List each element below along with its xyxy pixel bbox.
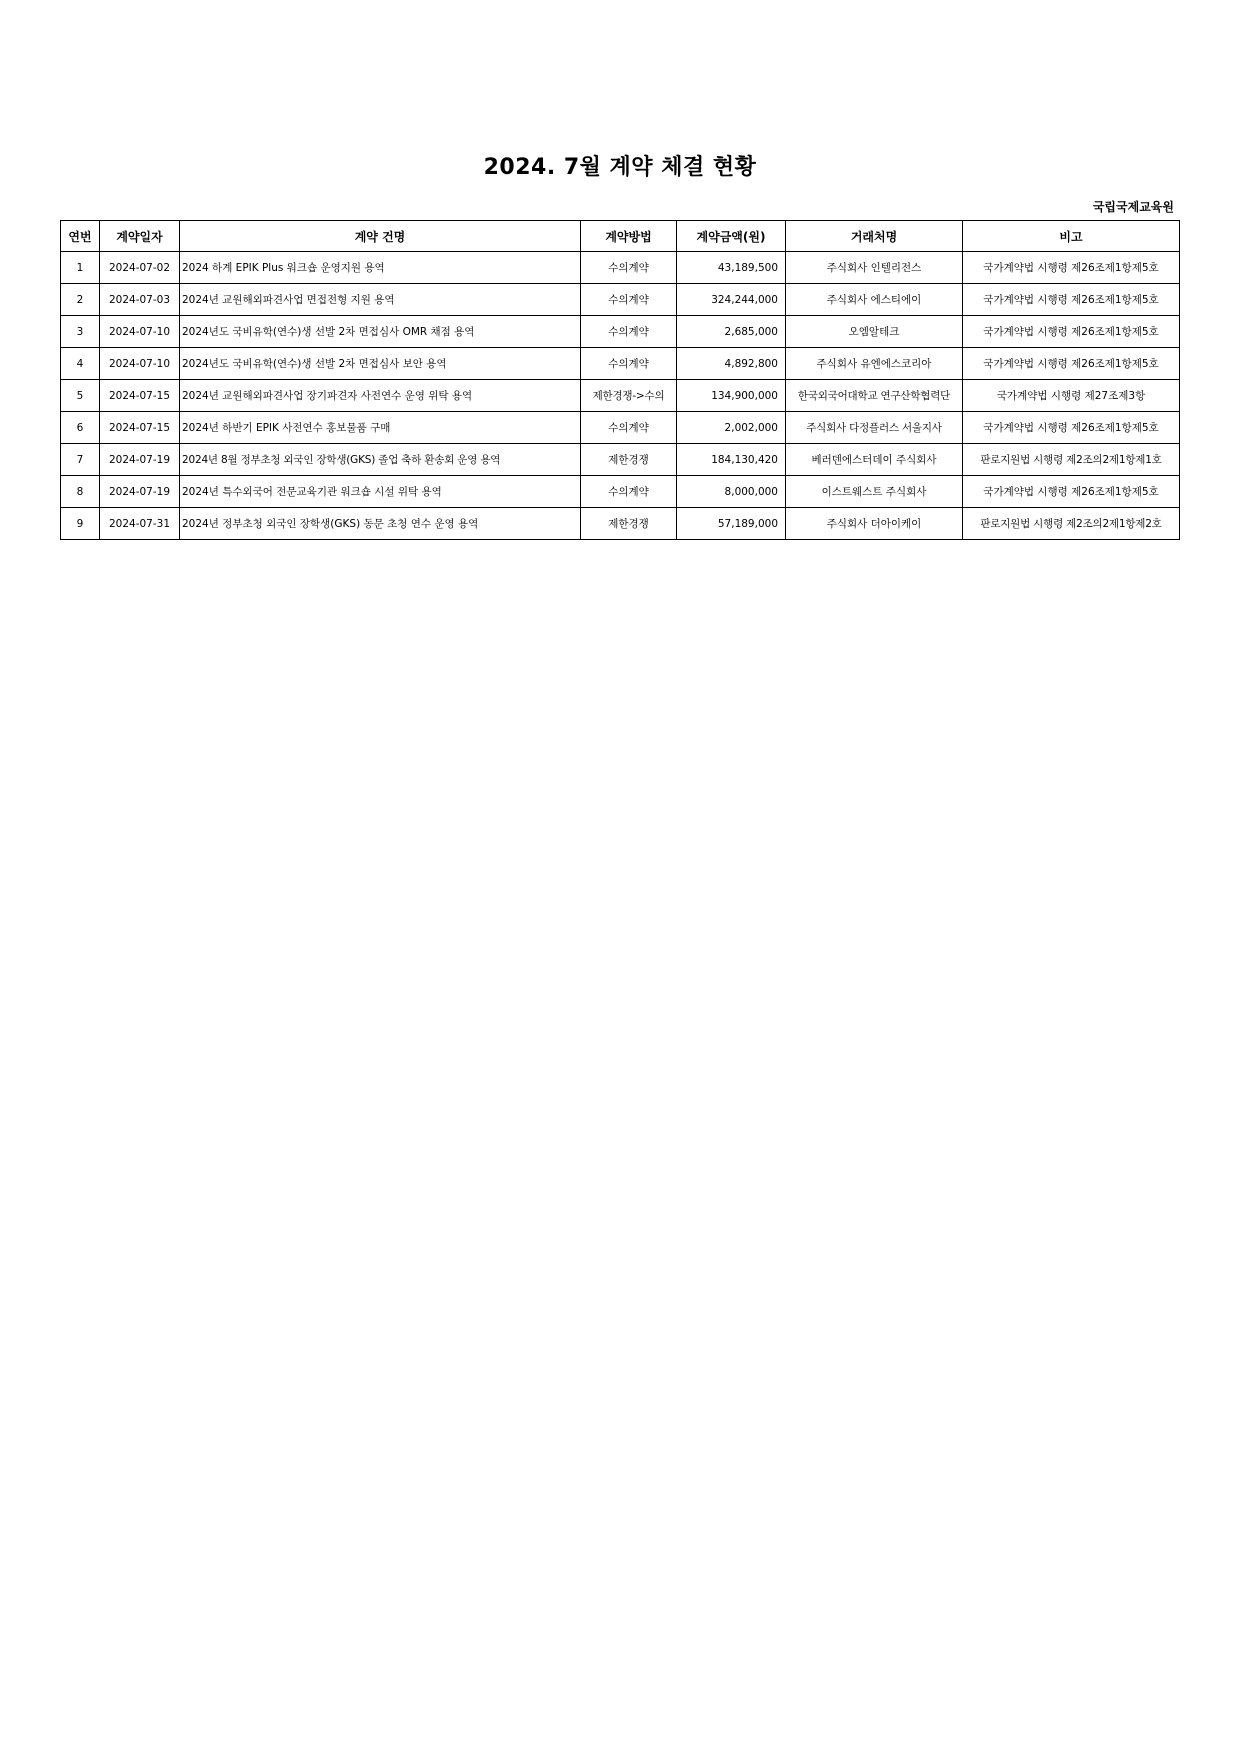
cell-remarks: 국가계약법 시행령 제26조제1항제5호 bbox=[963, 412, 1180, 444]
cell-amount: 43,189,500 bbox=[677, 252, 786, 284]
cell-seq: 1 bbox=[61, 252, 100, 284]
cell-amount: 8,000,000 bbox=[677, 476, 786, 508]
cell-contract-name: 2024년 8월 정부초청 외국인 장학생(GKS) 졸업 축하 환송회 운영 용역 bbox=[180, 444, 581, 476]
cell-vendor: 베러덴에스터데이 주식회사 bbox=[786, 444, 963, 476]
cell-method: 제한경쟁 bbox=[581, 508, 677, 540]
cell-contract-name: 2024년 하반기 EPIK 사전연수 홍보물품 구매 bbox=[180, 412, 581, 444]
contract-table bbox=[60, 220, 1180, 540]
cell-method: 수의계약 bbox=[581, 476, 677, 508]
table-row bbox=[61, 444, 1180, 476]
page-title: 2024. 7월 계약 체결 현황 bbox=[483, 155, 757, 180]
cell-seq: 5 bbox=[61, 380, 100, 412]
cell-method: 수의계약 bbox=[581, 348, 677, 380]
cell-date: 2024-07-02 bbox=[100, 252, 180, 284]
cell-remarks: 국가계약법 시행령 제26조제1항제5호 bbox=[963, 316, 1180, 348]
table-row bbox=[61, 348, 1180, 380]
cell-date: 2024-07-19 bbox=[100, 476, 180, 508]
cell-remarks: 판로지원법 시행령 제2조의2제1항제2호 bbox=[963, 508, 1180, 540]
cell-seq: 9 bbox=[61, 508, 100, 540]
cell-amount: 2,685,000 bbox=[677, 316, 786, 348]
cell-contract-name: 2024년 정부초청 외국인 장학생(GKS) 동문 초청 연수 운영 용역 bbox=[180, 508, 581, 540]
header-seq: 연번 bbox=[61, 221, 100, 252]
cell-vendor: 오엠알테크 bbox=[786, 316, 963, 348]
header-vendor: 거래처명 bbox=[786, 221, 963, 252]
table-row bbox=[61, 284, 1180, 316]
cell-contract-name: 2024년 특수외국어 전문교육기관 워크숍 시설 위탁 용역 bbox=[180, 476, 581, 508]
cell-method: 수의계약 bbox=[581, 284, 677, 316]
table-row bbox=[61, 412, 1180, 444]
cell-amount: 2,002,000 bbox=[677, 412, 786, 444]
cell-seq: 7 bbox=[61, 444, 100, 476]
header-amount: 계약금액(원) bbox=[677, 221, 786, 252]
organization-name: 국립국제교육원 bbox=[1092, 200, 1174, 214]
cell-vendor: 주식회사 인텔리전스 bbox=[786, 252, 963, 284]
cell-method: 제한경쟁->수의 bbox=[581, 380, 677, 412]
cell-vendor: 주식회사 다정플러스 서울지사 bbox=[786, 412, 963, 444]
cell-amount: 4,892,800 bbox=[677, 348, 786, 380]
cell-date: 2024-07-19 bbox=[100, 444, 180, 476]
cell-vendor: 이스트웨스트 주식회사 bbox=[786, 476, 963, 508]
table-header-row bbox=[61, 221, 1180, 252]
cell-remarks: 판로지원법 시행령 제2조의2제1항제1호 bbox=[963, 444, 1180, 476]
cell-remarks: 국가계약법 시행령 제27조제3항 bbox=[963, 380, 1180, 412]
cell-seq: 3 bbox=[61, 316, 100, 348]
cell-method: 수의계약 bbox=[581, 252, 677, 284]
table-row bbox=[61, 476, 1180, 508]
cell-remarks: 국가계약법 시행령 제26조제1항제5호 bbox=[963, 284, 1180, 316]
table-row bbox=[61, 252, 1180, 284]
header-method: 계약방법 bbox=[581, 221, 677, 252]
cell-date: 2024-07-15 bbox=[100, 380, 180, 412]
cell-vendor: 주식회사 에스티에이 bbox=[786, 284, 963, 316]
cell-contract-name: 2024년 교원해외파견사업 면접전형 지원 용역 bbox=[180, 284, 581, 316]
cell-vendor: 한국외국어대학교 연구산학협력단 bbox=[786, 380, 963, 412]
cell-amount: 324,244,000 bbox=[677, 284, 786, 316]
cell-vendor: 주식회사 더아이케이 bbox=[786, 508, 963, 540]
header-contract-name: 계약 건명 bbox=[180, 221, 581, 252]
header-remarks: 비고 bbox=[963, 221, 1180, 252]
cell-contract-name: 2024년 교원해외파견사업 장기파견자 사전연수 운영 위탁 용역 bbox=[180, 380, 581, 412]
table-row bbox=[61, 380, 1180, 412]
cell-remarks: 국가계약법 시행령 제26조제1항제5호 bbox=[963, 252, 1180, 284]
cell-date: 2024-07-15 bbox=[100, 412, 180, 444]
cell-remarks: 국가계약법 시행령 제26조제1항제5호 bbox=[963, 348, 1180, 380]
cell-seq: 4 bbox=[61, 348, 100, 380]
cell-date: 2024-07-31 bbox=[100, 508, 180, 540]
cell-date: 2024-07-10 bbox=[100, 316, 180, 348]
cell-date: 2024-07-03 bbox=[100, 284, 180, 316]
cell-remarks: 국가계약법 시행령 제26조제1항제5호 bbox=[963, 476, 1180, 508]
cell-contract-name: 2024년도 국비유학(연수)생 선발 2차 면접심사 보안 용역 bbox=[180, 348, 581, 380]
cell-method: 수의계약 bbox=[581, 316, 677, 348]
cell-seq: 6 bbox=[61, 412, 100, 444]
header-date: 계약일자 bbox=[100, 221, 180, 252]
cell-contract-name: 2024년도 국비유학(연수)생 선발 2차 면접심사 OMR 채점 용역 bbox=[180, 316, 581, 348]
table-row bbox=[61, 508, 1180, 540]
cell-amount: 134,900,000 bbox=[677, 380, 786, 412]
cell-method: 제한경쟁 bbox=[581, 444, 677, 476]
cell-amount: 184,130,420 bbox=[677, 444, 786, 476]
cell-seq: 2 bbox=[61, 284, 100, 316]
cell-method: 수의계약 bbox=[581, 412, 677, 444]
cell-contract-name: 2024 하계 EPIK Plus 워크숍 운영지원 용역 bbox=[180, 252, 581, 284]
table-row bbox=[61, 316, 1180, 348]
cell-seq: 8 bbox=[61, 476, 100, 508]
cell-amount: 57,189,000 bbox=[677, 508, 786, 540]
cell-date: 2024-07-10 bbox=[100, 348, 180, 380]
cell-vendor: 주식회사 유엔에스코리아 bbox=[786, 348, 963, 380]
